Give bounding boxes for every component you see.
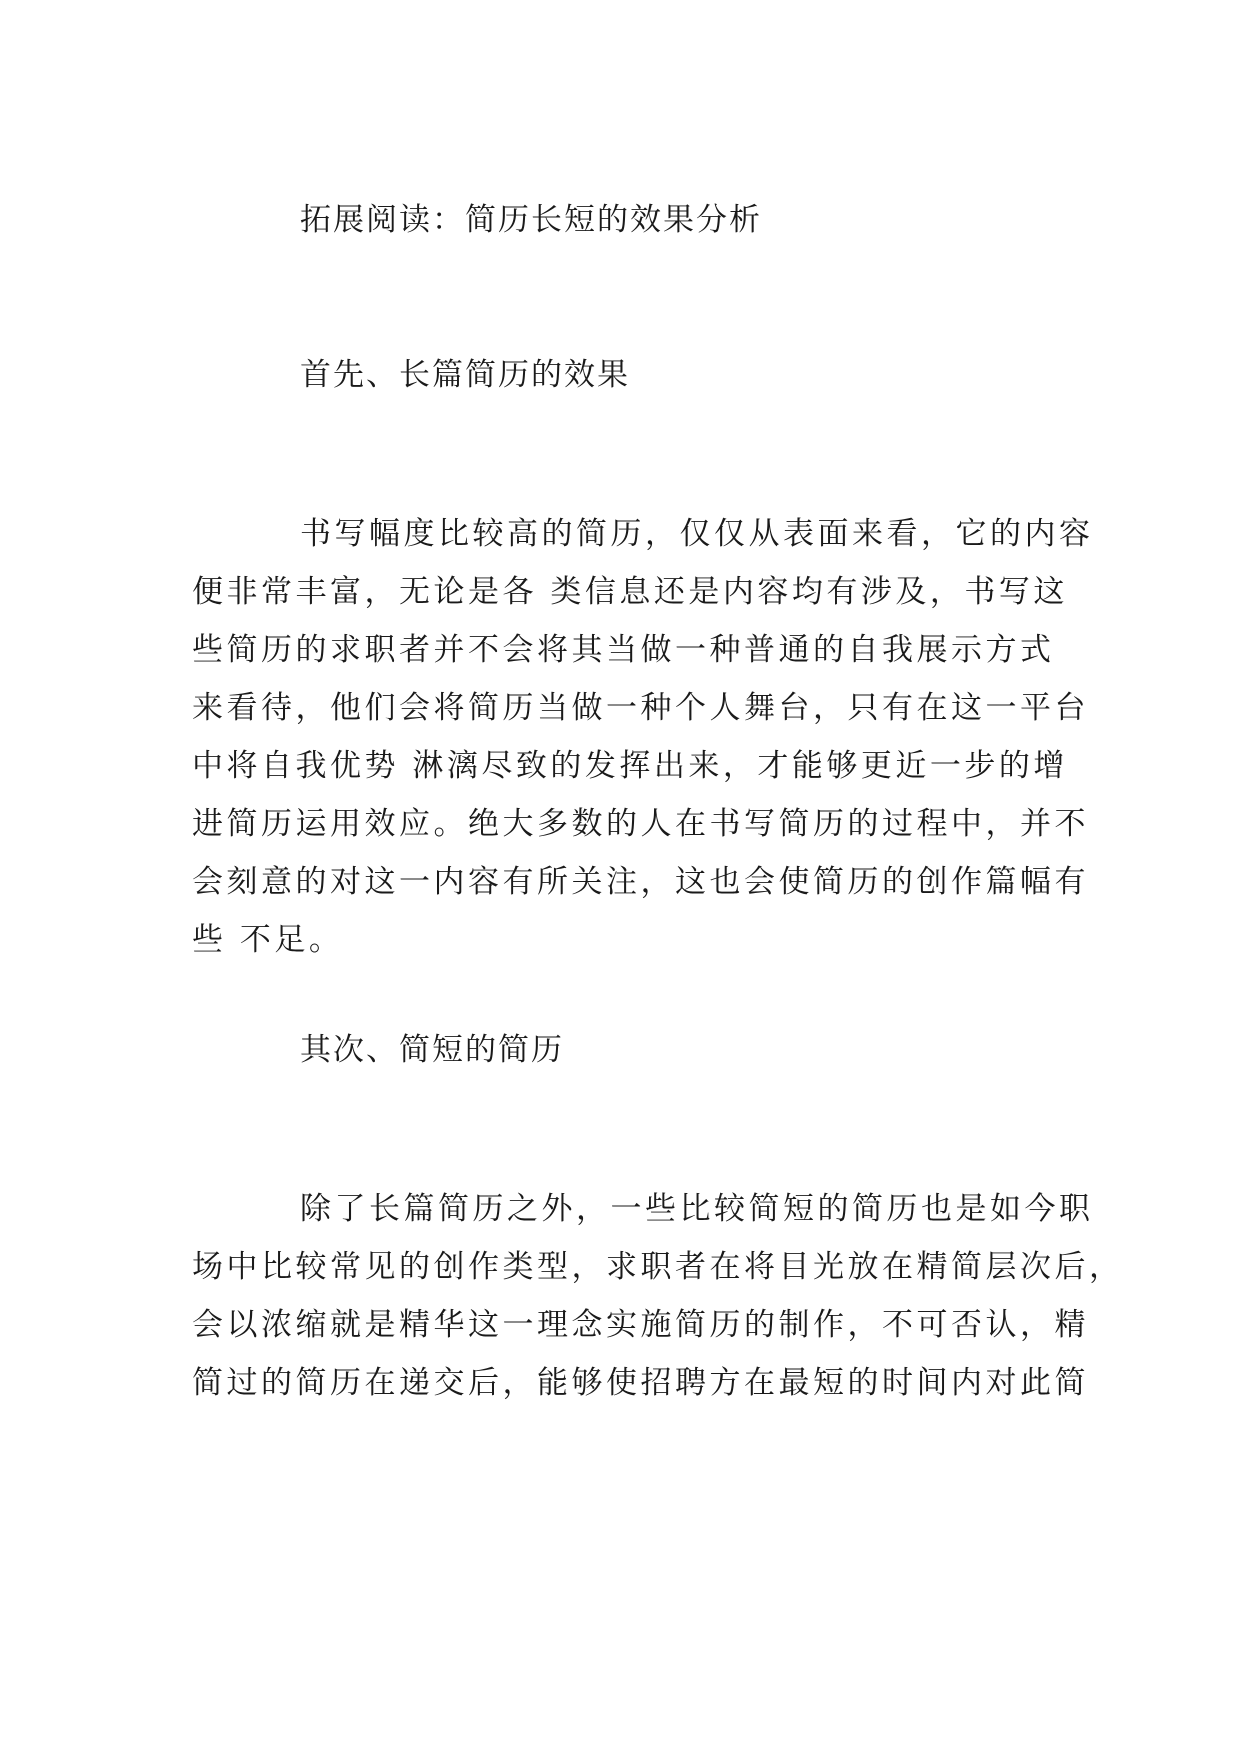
- paragraph-line: 会以浓缩就是精华这一理念实施简历的制作，不可否认，精: [192, 1307, 1089, 1343]
- paragraph-line: 书写幅度比较高的简历，仅仅从表面来看，它的内容: [300, 516, 1094, 552]
- section-heading-short-resume: 其次、简短的简历: [300, 1032, 564, 1068]
- paragraph-line: 来看待，他们会将简历当做一种个人舞台，只有在这一平台: [192, 690, 1089, 726]
- paragraph-line: 除了长篇简历之外，一些比较简短的简历也是如今职: [300, 1191, 1094, 1227]
- paragraph-short-resume: [192, 1180, 1124, 1412]
- paragraph-line: 场中比较常见的创作类型，求职者在将目光放在精简层次后，: [192, 1249, 1124, 1285]
- paragraph-line: 些 不足。: [192, 922, 344, 958]
- paragraph-line: 会刻意的对这一内容有所关注，这也会使简历的创作篇幅有: [192, 864, 1089, 900]
- section-heading-long-resume: 首先、长篇简历的效果: [300, 357, 630, 393]
- paragraph-line: 简过的简历在递交后，能够使招聘方在最短的时间内对此简: [192, 1365, 1089, 1401]
- paragraph-line: 中将自我优势 淋漓尽致的发挥出来，才能够更近一步的增: [192, 748, 1068, 784]
- document-title: 拓展阅读：简历长短的效果分析: [300, 202, 762, 238]
- paragraph-long-resume: [192, 505, 1094, 969]
- paragraph-line: 进简历运用效应。绝大多数的人在书写简历的过程中，并不: [192, 806, 1089, 842]
- paragraph-line: 些简历的求职者并不会将其当做一种普通的自我展示方式: [192, 632, 1055, 668]
- paragraph-line: 便非常丰富，无论是各 类信息还是内容均有涉及，书写这: [192, 574, 1068, 610]
